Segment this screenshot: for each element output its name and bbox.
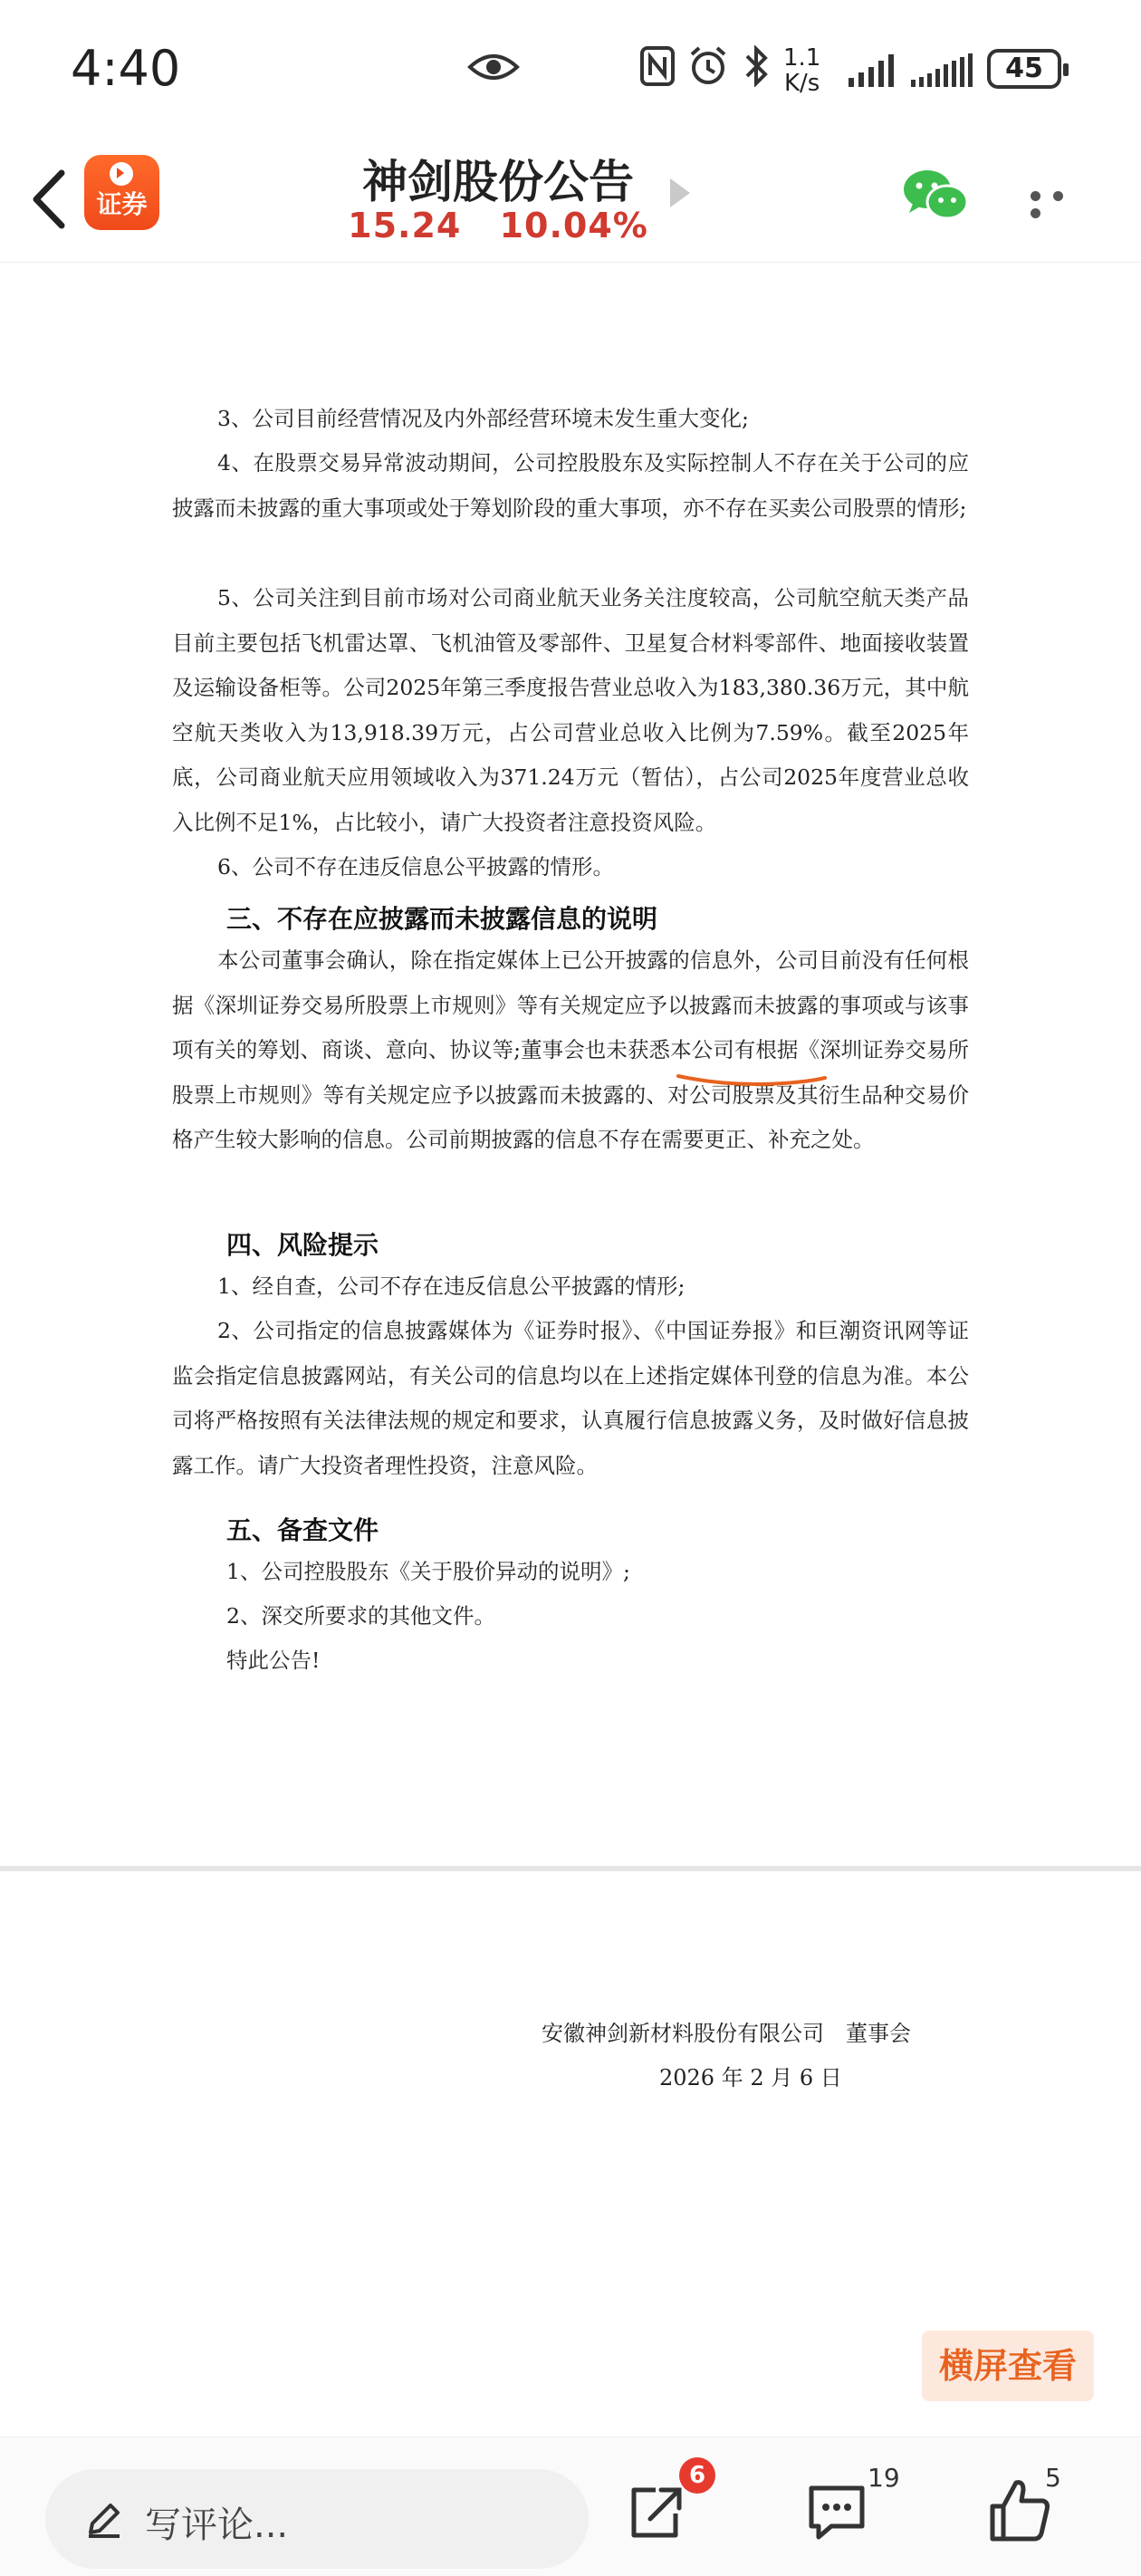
share-badge: 6 <box>679 2457 715 2494</box>
bottom-action-bar <box>0 2437 1141 2576</box>
comment-icon[interactable] <box>806 2474 869 2546</box>
signal-icon <box>847 53 899 89</box>
comment-input[interactable] <box>45 2469 589 2569</box>
more-options-button[interactable] <box>1031 187 1090 206</box>
like-count: 5 <box>1045 2463 1061 2493</box>
signal-icon <box>909 53 978 89</box>
doc-paragraph: 2、公司指定的信息披露媒体为《证券时报》、《中国证券报》和巨潮资讯网等证监会指定信息披露网站，有关公司的信息均以在上述指定媒体刊登的信息为准。本公司将严格按照有关法律法规的规定和要求，认真履行信息披露义务，及时做好信息披露工作。请广大投资者理性投资，注意风险。 <box>172 1318 969 1478</box>
doc-paragraph: 3、公司目前经营情况及内外部经营环境未发生重大变化; <box>217 406 749 431</box>
signature-date: 2026 年 2 月 6 日 <box>659 2065 842 2091</box>
comment-count: 19 <box>868 2463 900 2493</box>
like-icon[interactable] <box>987 2474 1052 2546</box>
section-heading: 五、备查文件 <box>226 1515 379 1545</box>
stock-change: 10.04% <box>499 206 648 245</box>
nfc-icon <box>639 45 676 87</box>
page-title: 神剑股份公告 <box>362 156 634 208</box>
landscape-view-button[interactable]: 横屏查看 <box>922 2331 1094 2401</box>
doc-paragraph: 1、经自查，公司不存在违反信息公平披露的情形; <box>217 1274 686 1299</box>
signature-company: 安徽神剑新材料股份有限公司 董事会 <box>542 2021 911 2046</box>
doc-paragraph: 4、在股票交易异常波动期间，公司控股股东及实际控制人不存在关于公司的应披露而未披露的重大事项或处于筹划阶段的重大事项，亦不存在买卖公司股票的情形; <box>172 450 969 521</box>
doc-paragraph: 1、公司控股股东《关于股价异动的说明》; <box>226 1559 630 1584</box>
comment-placeholder: 写评论... <box>145 2504 289 2546</box>
status-icons <box>462 45 1096 100</box>
doc-paragraph: 本公司董事会确认，除在指定媒体上已公开披露的信息外，公司目前没有任何根据《深圳证券交易所股票上市规则》等有关规定应予以披露而未披露的事项或与该事项有关的筹划、商谈、意向、协议等;董事会也未获悉本公司有根据《深圳证券交易所股票上市规则》等有关规定应予以披露而未披露的、对公司股票及其衍生品种交易价格产生较大影响的信息。公司前期披露的信息不存在需要更正、补充之处。 <box>172 947 969 1152</box>
eye-icon <box>467 49 520 85</box>
net-speed-unit: K/s <box>784 70 820 97</box>
doc-paragraph: 5、公司关注到目前市场对公司商业航天业务关注度较高，公司航空航天类产品目前主要包括飞机雷达罩、飞机油管及零部件、卫星复合材料零部件、地面接收装置及运输设备柜等。公司2025年第三季度报告营业总收入为183,380.36万元，其中航空航天类收入为13,918.39万元，占公司营业总收入比例为7.59%。截至2025年底，公司商业航天应用领域收入为371.24万元（暂估），占公司2025年度营业总收入比例不足1%，占比较小，请广大投资者注意投资风险。 <box>172 585 969 835</box>
battery-indicator: 45 <box>987 49 1061 89</box>
net-speed <box>783 45 820 96</box>
wechat-share-icon[interactable] <box>902 168 969 222</box>
logo-text: 证券 <box>96 189 148 219</box>
stock-price: 15.24 <box>348 206 462 245</box>
share-icon[interactable] <box>623 2474 686 2546</box>
net-speed-value: 1.1 <box>783 44 821 72</box>
status-bar <box>0 0 1141 140</box>
pencil-icon <box>83 2498 125 2540</box>
doc-paragraph: 6、公司不存在违反信息公平披露的情形。 <box>217 854 614 879</box>
status-time: 4:40 <box>71 40 181 97</box>
quote-arrow-icon[interactable] <box>670 178 690 207</box>
page-divider <box>0 1866 1141 1871</box>
stock-quote[interactable] <box>0 206 996 245</box>
bluetooth-icon <box>743 45 770 87</box>
section-heading: 四、风险提示 <box>226 1230 379 1260</box>
doc-paragraph: 特此公告! <box>226 1648 321 1673</box>
app-header <box>0 140 1141 263</box>
handwritten-underline-mark <box>675 1071 829 1089</box>
section-heading: 三、不存在应披露而未披露信息的说明 <box>226 904 658 934</box>
alarm-icon <box>688 45 728 87</box>
doc-paragraph: 2、深交所要求的其他文件。 <box>226 1603 495 1629</box>
